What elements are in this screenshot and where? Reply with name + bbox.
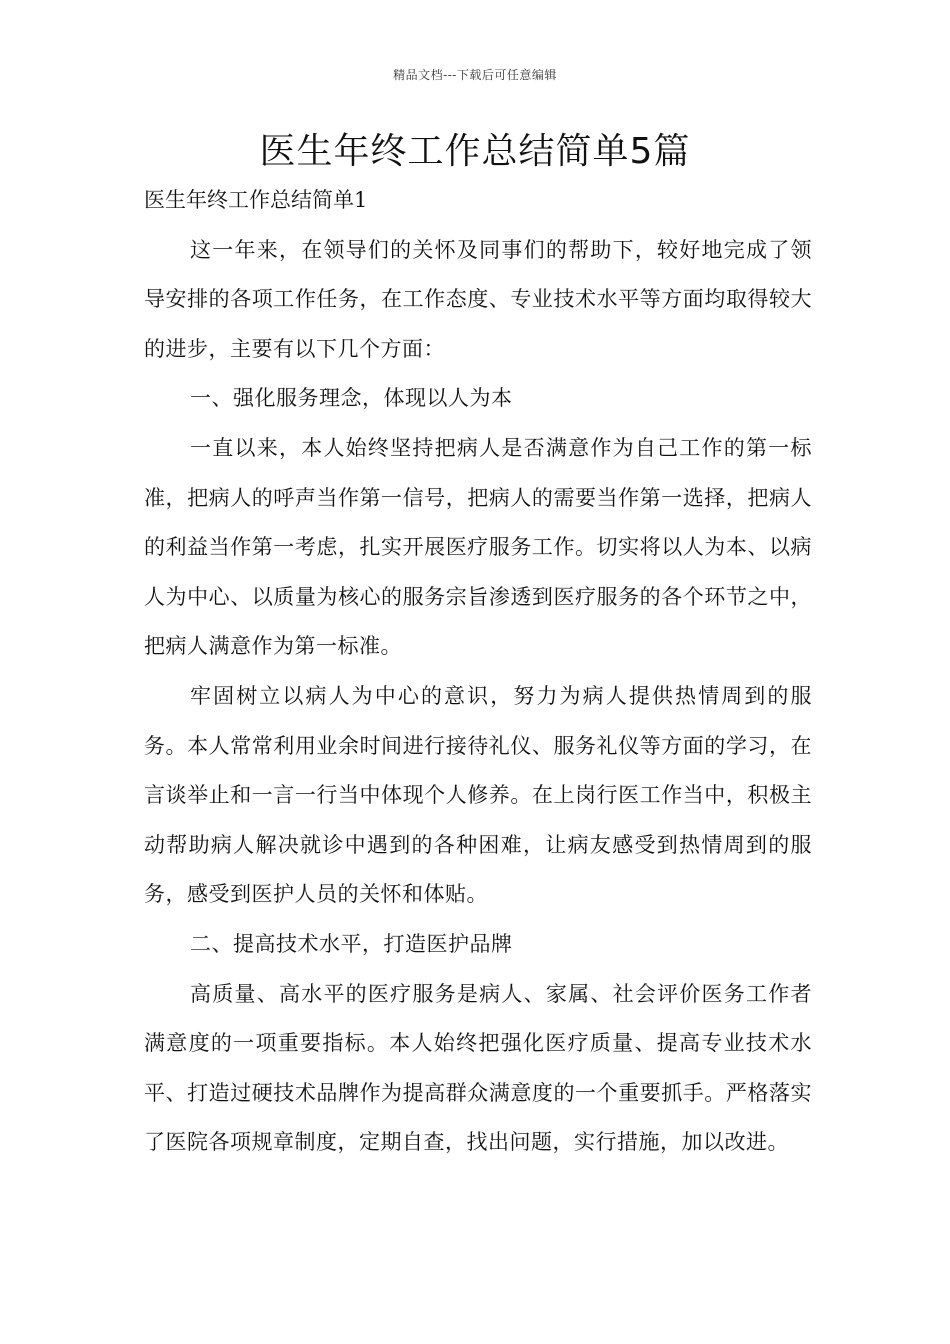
paragraph-intro: 这一年来，在领导们的关怀及同事们的帮助下，较好地完成了领导安排的各项工作任务，在工作态度、专业技术水平等方面均取得较大的进步，主要有以下几个方面： <box>144 237 812 361</box>
paragraph-patient-centered: 牢固树立以病人为中心的意识，努力为病人提供热情周到的服务。本人常常利用业余时间进行接待礼仪、服务礼仪等方面的学习，在言谈举止和一言一行当中体现个人修养。在上岗行医工作当中，积极主动帮助病人解决就诊中遇到的各种困难，让病友感受到热情周到的服务，感受到医护人员的关怀和体贴。 <box>144 683 812 907</box>
header-note: 精品文档---下载后可任意编辑 <box>393 68 557 82</box>
paragraph-quality: 高质量、高水平的医疗服务是病人、家属、社会评价医务工作者满意度的一项重要指标。本人始终把强化医疗质量、提高专业技术水平、打造过硬技术品牌作为提高群众满意度的一个重要抓手。严格落实了医院各项规章制度，定期自查，找出问题，实行措施，加以改进。 <box>144 981 812 1155</box>
document-title: 医生年终工作总结简单5篇 <box>259 131 691 172</box>
section-subtitle: 医生年终工作总结简单1 <box>144 188 368 212</box>
section-heading-2: 二、提高技术水平，打造医护品牌 <box>190 931 513 956</box>
paragraph-service-standard: 一直以来，本人始终坚持把病人是否满意作为自己工作的第一标准，把病人的呼声当作第一信号，把病人的需要当作第一选择，把病人的利益当作第一考虑，扎实开展医疗服务工作。切实将以人为本、以病人为中心、以质量为核心的服务宗旨渗透到医疗服务的各个环节之中，把病人满意作为第一标准。 <box>144 435 812 659</box>
section-heading-1: 一、强化服务理念，体现以人为本 <box>190 386 513 411</box>
document-body <box>144 176 812 1168</box>
